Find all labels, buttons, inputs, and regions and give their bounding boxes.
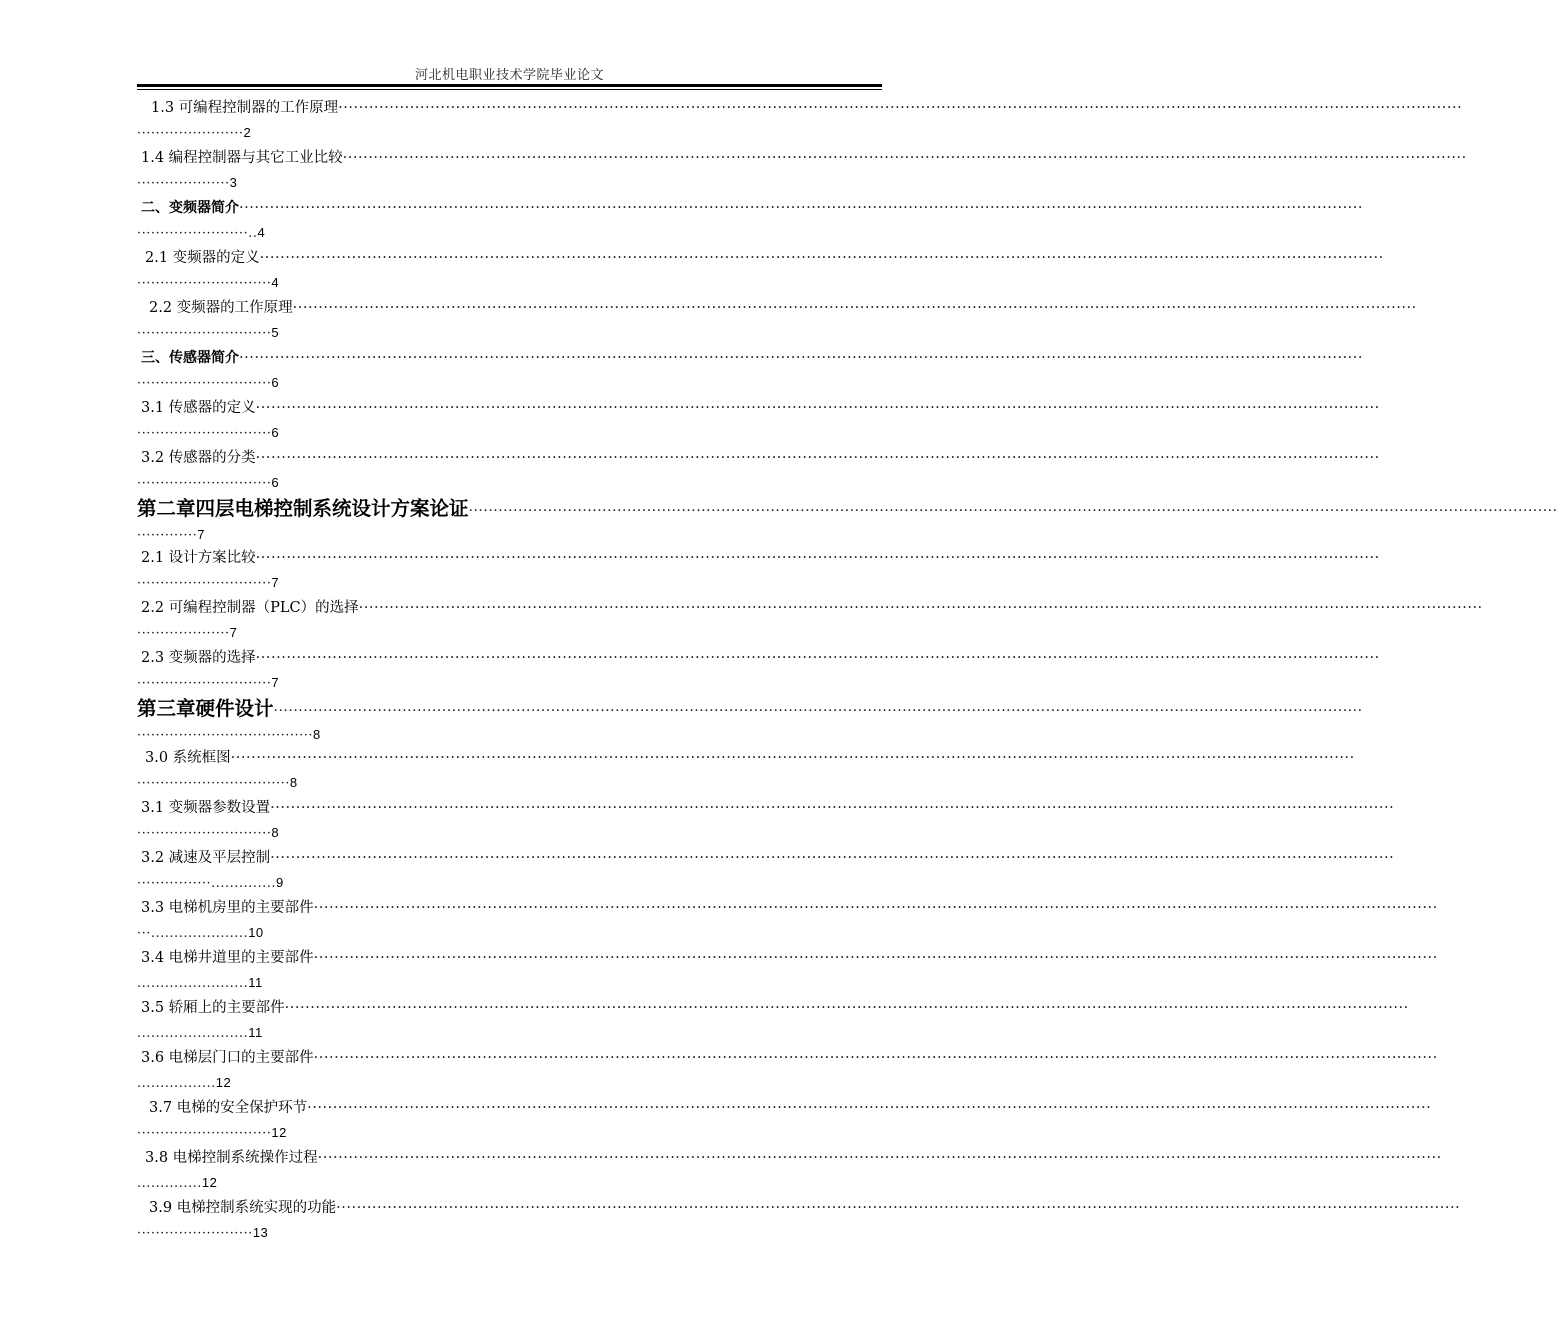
toc-entry-continuation xyxy=(137,970,882,992)
toc-entry-line xyxy=(137,1046,1438,1070)
toc-entry-continuation xyxy=(137,570,882,592)
toc-page-number: 8 xyxy=(313,727,321,742)
toc-page-number: 12 xyxy=(271,1125,287,1140)
toc-entry-label: 3.5 轿厢上的主要部件 xyxy=(141,1000,285,1016)
toc-page-number: 3 xyxy=(229,175,238,190)
toc-entry-line xyxy=(137,546,1380,570)
toc-dot-leader: ···························································································································································································································· xyxy=(292,300,1417,316)
toc-entry-label: 3.8 电梯控制系统操作过程 xyxy=(145,1150,318,1166)
toc-dot-leader-continued: ····························· xyxy=(137,1126,272,1141)
toc-entry[interactable] xyxy=(137,146,1467,196)
toc-entry-label: 2.1 变频器的定义 xyxy=(145,250,260,266)
toc-dot-leader: ···························································································································································································································· xyxy=(255,400,1380,416)
toc-page-number: 4 xyxy=(257,225,266,240)
toc-entry-label: 第三章硬件设计 xyxy=(137,697,274,720)
toc-entry-continuation xyxy=(137,1020,882,1042)
toc-page-number: 10 xyxy=(248,925,264,940)
toc-page-number: 12 xyxy=(215,1075,232,1090)
toc-entry-line xyxy=(137,746,1355,770)
toc-dot-leader-continued: ····························· xyxy=(137,476,272,491)
toc-entry-continuation xyxy=(137,870,882,892)
toc-entry-line xyxy=(137,146,1467,170)
toc-dot-leader-continued: ················.............. xyxy=(137,876,276,891)
toc-dot-leader: ···························································································································································································································· xyxy=(255,450,1380,466)
toc-entry-label: 3.9 电梯控制系统实现的功能 xyxy=(149,1200,337,1216)
toc-entry[interactable] xyxy=(137,246,1384,296)
toc-dot-leader: ···························································································································································································································· xyxy=(468,503,1558,519)
toc-page-number: 5 xyxy=(271,325,280,340)
toc-dot-leader-continued: ······································ xyxy=(137,728,314,743)
toc-dot-leader: ···························································································································································································································· xyxy=(358,600,1483,616)
toc-dot-leader-continued: ····························· xyxy=(137,676,272,691)
toc-dot-leader: ···························································································································································································································· xyxy=(270,850,1395,866)
toc-entry-continuation xyxy=(137,1070,882,1092)
toc-page-number: 12 xyxy=(201,1175,218,1190)
toc-entry-continuation xyxy=(137,270,882,292)
toc-entry-continuation xyxy=(137,1170,882,1192)
toc-dot-leader: ···························································································································································································································· xyxy=(270,800,1395,816)
toc-dot-leader: ···························································································································································································································· xyxy=(313,1050,1438,1066)
header-rule-thin xyxy=(137,89,882,90)
toc-entry-line xyxy=(137,246,1384,270)
toc-dot-leader-continued: ······················· xyxy=(137,126,244,141)
toc-entry-line xyxy=(137,1146,1442,1170)
toc-entry-label: 2.2 变频器的工作原理 xyxy=(149,300,293,316)
toc-page-number: 9 xyxy=(275,875,284,890)
toc-entry-continuation xyxy=(137,920,882,942)
toc-dot-leader: ···························································································································································································································· xyxy=(317,1150,1442,1166)
toc-entry[interactable] xyxy=(137,196,1364,246)
toc-entry[interactable] xyxy=(137,746,1355,796)
toc-entry-line xyxy=(137,646,1380,670)
toc-dot-leader-continued: ···················· xyxy=(137,176,230,191)
toc-dot-leader-continued: .............. xyxy=(137,1176,202,1191)
toc-dot-leader: ···························································································································································································································· xyxy=(284,1000,1409,1016)
toc-entry-label: 3.1 变频器参数设置 xyxy=(141,800,271,816)
toc-entry-line xyxy=(137,796,1395,820)
toc-dot-leader-continued: ························.. xyxy=(137,226,258,241)
toc-dot-leader-continued: ····························· xyxy=(137,426,272,441)
toc-dot-leader: ···························································································································································································································· xyxy=(273,703,1363,719)
toc-dot-leader: ···························································································································································································································· xyxy=(255,550,1380,566)
toc-entry-continuation xyxy=(137,320,882,342)
toc-entry[interactable] xyxy=(137,646,1380,696)
toc-entry-line xyxy=(137,196,1364,220)
toc-entry-label: 2.1 设计方案比较 xyxy=(141,550,256,566)
toc-dot-leader-continued: ····························· xyxy=(137,276,272,291)
toc-entry-label: 3.7 电梯的安全保护环节 xyxy=(149,1100,308,1116)
toc-entry[interactable] xyxy=(137,596,1483,646)
toc-entry-line xyxy=(137,346,1364,370)
toc-entry[interactable] xyxy=(137,946,1438,996)
toc-dot-leader: ···························································································································································································································· xyxy=(313,900,1438,916)
toc-entry-label: 3.4 电梯井道里的主要部件 xyxy=(141,950,314,966)
toc-entry-continuation xyxy=(137,770,882,792)
toc-dot-leader-continued: ........................ xyxy=(137,1026,249,1041)
toc-entry-line xyxy=(137,1096,1432,1120)
toc-dot-leader-continued: ···..................... xyxy=(137,926,249,941)
toc-entry[interactable] xyxy=(137,696,1363,746)
toc-dot-leader-continued: ································· xyxy=(137,776,290,791)
toc-entry-continuation xyxy=(137,220,882,242)
toc-entry-label: 3.1 传感器的定义 xyxy=(141,400,256,416)
toc-entry-label: 1.3 可编程控制器的工作原理 xyxy=(151,100,339,116)
toc-dot-leader: ···························································································································································································································· xyxy=(255,650,1380,666)
toc-page-number: 11 xyxy=(248,975,263,990)
toc-entry-label: 3.2 减速及平层控制 xyxy=(141,850,271,866)
toc-page-number: 7 xyxy=(229,625,238,640)
toc-dot-leader-continued: ····························· xyxy=(137,326,272,341)
toc-entry[interactable] xyxy=(137,1046,1438,1096)
toc-page-number: 2 xyxy=(243,125,252,140)
toc-entry-continuation xyxy=(137,170,882,192)
toc-page-number: 6 xyxy=(271,375,280,390)
toc-dot-leader: ···························································································································································································································· xyxy=(307,1100,1432,1116)
toc-entry-line xyxy=(137,846,1395,870)
toc-dot-leader-continued: ................. xyxy=(137,1076,216,1091)
toc-entry-line xyxy=(137,896,1438,920)
toc-dot-leader: ···························································································································································································································· xyxy=(338,100,1463,116)
toc-entry-label: 3.6 电梯层门口的主要部件 xyxy=(141,1050,314,1066)
toc-dot-leader-continued: ........................ xyxy=(137,976,249,991)
toc-entry-line xyxy=(137,396,1380,420)
toc-entry-label: 2.2 可编程控制器（PLC）的选择 xyxy=(141,600,359,616)
toc-dot-leader-continued: ····························· xyxy=(137,376,272,391)
toc-dot-leader-continued: ····························· xyxy=(137,576,272,591)
toc-entry-continuation xyxy=(137,1220,882,1242)
header-rule-thick xyxy=(137,84,882,87)
toc-entry-continuation xyxy=(137,670,882,692)
toc-entry-continuation xyxy=(137,722,882,746)
toc-dot-leader: ···························································································································································································································· xyxy=(336,1200,1461,1216)
toc-entry[interactable] xyxy=(137,96,1463,146)
toc-entry-label: 2.3 变频器的选择 xyxy=(141,650,256,666)
toc-entry-continuation xyxy=(137,470,882,492)
toc-entry-continuation xyxy=(137,420,882,442)
toc-entry[interactable] xyxy=(137,996,1409,1046)
toc-entry-line xyxy=(137,96,1463,120)
toc-dot-leader: ···························································································································································································································· xyxy=(313,950,1438,966)
toc-dot-leader: ···························································································································································································································· xyxy=(342,150,1467,166)
toc-entry-line xyxy=(137,946,1438,970)
toc-entry[interactable] xyxy=(137,1096,1432,1146)
toc-entry-line xyxy=(137,996,1409,1020)
toc-entry-label: 3.3 电梯机房里的主要部件 xyxy=(141,900,314,916)
toc-page-number: 11 xyxy=(248,1025,263,1040)
toc-page-number: 6 xyxy=(271,475,280,490)
toc-entry-label: 第二章四层电梯控制系统设计方案论证 xyxy=(137,497,469,520)
toc-dot-leader: ···························································································································································································································· xyxy=(259,250,1384,266)
toc-entry-label: 3.2 传感器的分类 xyxy=(141,450,256,466)
toc-entry[interactable] xyxy=(137,896,1438,946)
toc-entry[interactable] xyxy=(137,796,1395,846)
toc-dot-leader-continued: ····························· xyxy=(137,826,272,841)
toc-entry-line xyxy=(137,1196,1461,1220)
toc-entry[interactable] xyxy=(137,396,1380,446)
toc-entry[interactable] xyxy=(137,446,1380,496)
toc-entry-continuation xyxy=(137,120,882,142)
toc-dot-leader: ···························································································································································································································· xyxy=(239,200,1364,216)
toc-dot-leader-continued: ···················· xyxy=(137,626,230,641)
toc-entry-continuation xyxy=(137,370,882,392)
toc-dot-leader: ···························································································································································································································· xyxy=(239,350,1364,366)
toc-dot-leader-continued: ························· xyxy=(137,1226,253,1241)
page-header-title: 河北机电职业技术学院毕业论文 xyxy=(414,68,604,83)
toc-entry[interactable] xyxy=(137,296,1417,346)
toc-entry-continuation xyxy=(137,522,882,546)
toc-page-number: 7 xyxy=(197,527,205,542)
toc-page-number: 8 xyxy=(271,825,280,840)
toc-entry[interactable] xyxy=(137,346,1364,396)
toc-entry[interactable] xyxy=(137,1146,1442,1196)
toc-entry-continuation xyxy=(137,820,882,842)
toc-entry[interactable] xyxy=(137,1196,1461,1246)
toc-page-number: 4 xyxy=(271,275,280,290)
toc-entry-line xyxy=(137,696,1363,722)
toc-entry[interactable] xyxy=(137,496,1558,546)
toc-page-number: 6 xyxy=(271,425,280,440)
toc-entry-line xyxy=(137,596,1483,620)
toc-entry-label: 3.0 系统框图 xyxy=(145,750,231,766)
toc-page-number: 8 xyxy=(289,775,298,790)
toc-entry[interactable] xyxy=(137,846,1395,896)
toc-entry[interactable] xyxy=(137,546,1380,596)
toc-page-number: 7 xyxy=(271,575,280,590)
table-of-contents xyxy=(137,96,1558,1246)
toc-entry-line xyxy=(137,496,1558,522)
toc-dot-leader-continued: ············· xyxy=(137,528,198,543)
toc-page-number: 13 xyxy=(252,1225,269,1240)
toc-entry-label: 二、变频器简介 xyxy=(141,200,239,216)
toc-entry-label: 1.4 编程控制器与其它工业比较 xyxy=(141,150,343,166)
toc-dot-leader: ···························································································································································································································· xyxy=(230,750,1355,766)
toc-page-number: 7 xyxy=(271,675,280,690)
toc-entry-line xyxy=(137,296,1417,320)
toc-entry-continuation xyxy=(137,620,882,642)
toc-entry-line xyxy=(137,446,1380,470)
toc-entry-continuation xyxy=(137,1120,882,1142)
toc-entry-label: 三、传感器简介 xyxy=(141,350,239,366)
